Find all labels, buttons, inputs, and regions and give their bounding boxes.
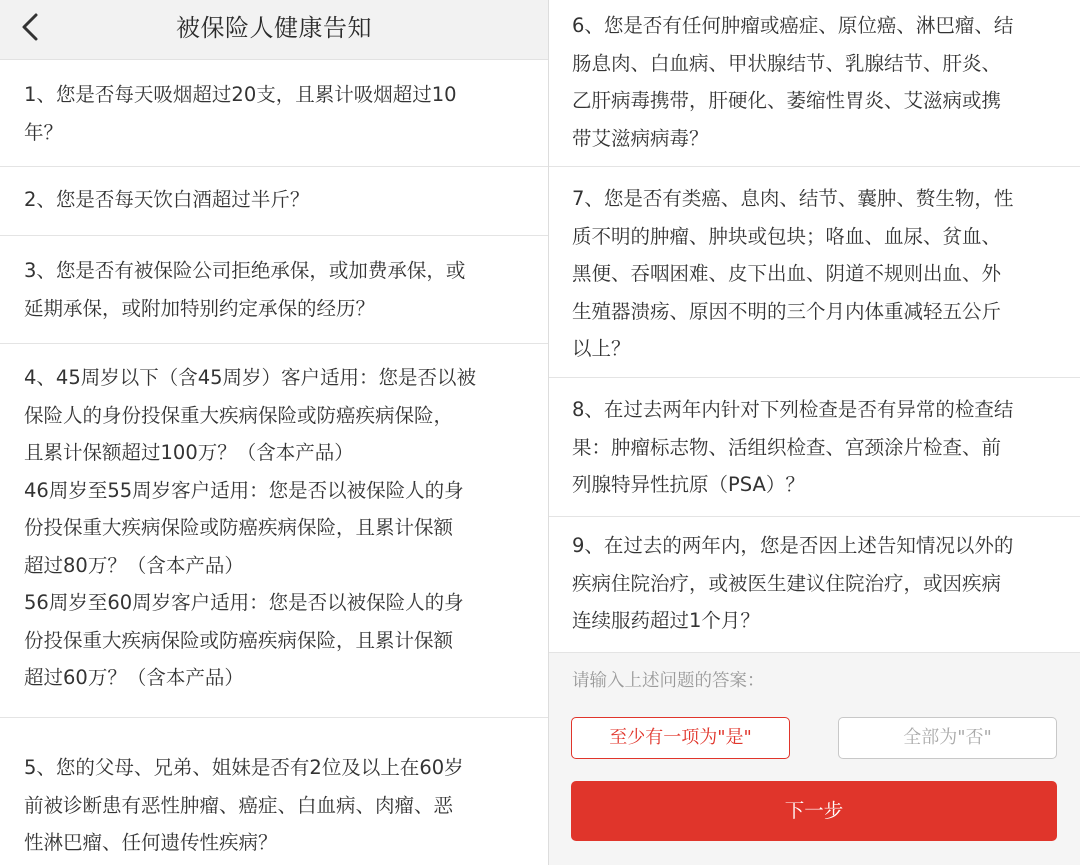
- answer-panel: [549, 652, 1080, 865]
- question-line: 且累计保额超过100万？（含本产品）: [24, 441, 354, 464]
- question-line: 黑便、吞咽困难、皮下出血、阴道不规则出血、外: [572, 262, 1002, 285]
- top-bar: [0, 0, 548, 60]
- question-line: 56周岁至60周岁客户适用：您是否以被保险人的身: [24, 591, 464, 614]
- question-line: 乙肝病毒携带，肝硬化、萎缩性胃炎、艾滋病或携: [572, 89, 1002, 112]
- question-3: [0, 236, 548, 344]
- question-9: [549, 517, 1080, 652]
- question-line: 6、您是否有任何肿瘤或癌症、原位癌、淋巴瘤、结: [572, 14, 1014, 37]
- question-line: 带艾滋病病毒？: [572, 126, 709, 150]
- question-line: 以上？: [572, 337, 631, 360]
- option-yes-button[interactable]: 至少有一项为"是": [571, 717, 790, 759]
- question-line: 连续服药超过1个月？: [572, 609, 760, 632]
- question-line: 性淋巴瘤、任何遗传性疾病？: [24, 831, 278, 854]
- question-line: 保险人的身份投保重大疾病保险或防癌疾病保险，: [24, 403, 454, 427]
- question-line: 份投保重大疾病保险或防癌疾病保险，且累计保额: [24, 628, 454, 652]
- question-line: 前被诊断患有恶性肿瘤、癌症、白血病、肉瘤、恶: [24, 793, 454, 817]
- question-line: 1、您是否每天吸烟超过20支，且累计吸烟超过10: [24, 83, 457, 106]
- question-6: [549, 0, 1080, 167]
- question-line: 份投保重大疾病保险或防癌疾病保险，且累计保额: [24, 516, 454, 539]
- question-line: 超过80万？（含本产品）: [24, 553, 244, 577]
- question-line: 8、在过去两年内针对下列检查是否有异常的检查结: [572, 398, 1014, 421]
- question-5: [0, 718, 548, 865]
- question-line: 5、您的父母、兄弟、姐妹是否有2位及以上在60岁: [24, 756, 464, 779]
- question-2: [0, 167, 548, 236]
- question-line: 7、您是否有类癌、息肉、结节、囊肿、赘生物，性: [572, 187, 1014, 210]
- right-column: [549, 0, 1080, 865]
- question-line: 果：肿瘤标志物、活组织检查、宫颈涂片检查、前: [572, 435, 1002, 459]
- question-line: 生殖器溃疡、原因不明的三个月内体重减轻五公斤: [572, 299, 1002, 323]
- question-7: [549, 167, 1080, 378]
- question-line: 列腺特异性抗原（PSA）？: [572, 473, 805, 496]
- question-line: 4、45周岁以下（含45周岁）客户适用：您是否以被: [24, 366, 477, 389]
- question-line: 3、您是否有被保险公司拒绝承保，或加费承保，或: [24, 259, 466, 282]
- question-line: 9、在过去的两年内，您是否因上述告知情况以外的: [572, 534, 1014, 557]
- question-4: [0, 344, 548, 718]
- page-title: 被保险人健康告知: [176, 14, 372, 42]
- next-button[interactable]: 下一步: [571, 781, 1057, 841]
- question-line: 肠息肉、白血病、甲状腺结节、乳腺结节、肝炎、: [572, 51, 1002, 75]
- question-line: 延期承保，或附加特别约定承保的经历？: [24, 296, 376, 320]
- question-line: 2、您是否每天饮白酒超过半斤？: [24, 188, 310, 211]
- answer-prompt: 请输入上述问题的答案：: [572, 671, 765, 691]
- question-line: 疾病住院治疗，或被医生建议住院治疗，或因疾病: [572, 571, 1002, 595]
- question-line: 质不明的肿瘤、肿块或包块；咯血、血尿、贫血、: [572, 224, 1002, 248]
- question-line: 超过60万？（含本产品）: [24, 666, 244, 689]
- question-1: [0, 60, 548, 167]
- question-8: [549, 378, 1080, 517]
- question-line: 年？: [24, 120, 64, 144]
- option-no-button[interactable]: 全部为"否": [838, 717, 1057, 759]
- question-line: 46周岁至55周岁客户适用：您是否以被保险人的身: [24, 478, 464, 502]
